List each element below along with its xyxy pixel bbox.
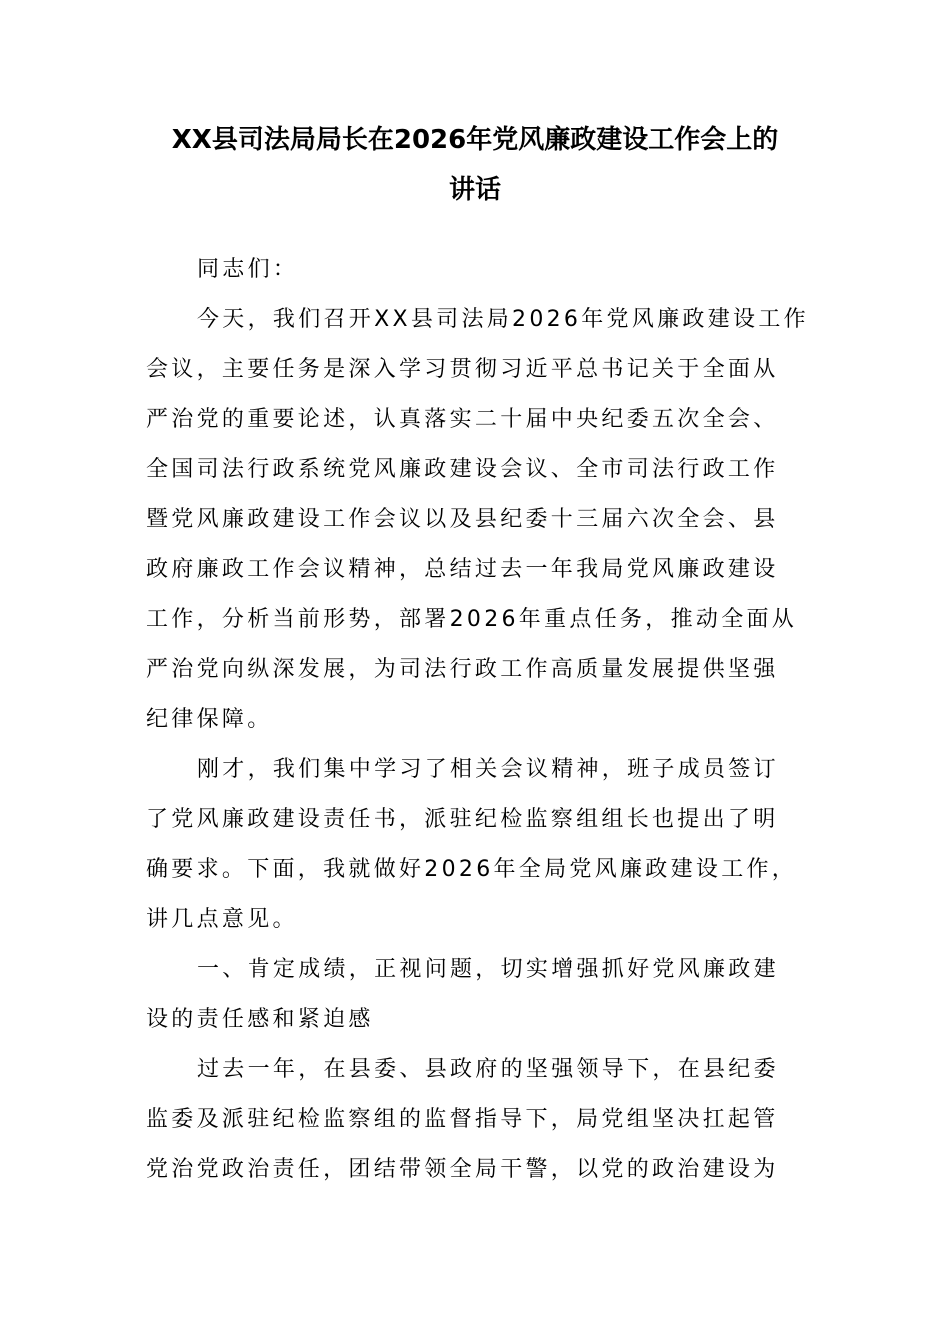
document-body [146, 245, 809, 1195]
text-line: 纪律保障。 [146, 707, 273, 732]
text-line: 确要求。下面，我就做好2026年全局党风廉政建设工作， [146, 857, 798, 882]
text-line: 会议，主要任务是深入学习贯彻习近平总书记关于全面从 [146, 357, 779, 382]
text-line: 党治党政治责任，团结带领全局干警，以党的政治建设为 [146, 1157, 779, 1182]
document-title [145, 115, 805, 215]
text-line: 暨党风廉政建设工作会议以及县纪委十三届六次全会、县 [146, 507, 779, 532]
paragraph-study [146, 745, 806, 945]
text-line: 严治党向纵深发展，为司法行政工作高质量发展提供坚强 [146, 657, 779, 682]
title-line-2: 讲话 [448, 175, 501, 205]
paragraph-opening [146, 295, 809, 745]
text-line: 设的责任感和紧迫感 [146, 1007, 374, 1032]
paragraph-review [146, 1045, 806, 1195]
salutation [146, 245, 806, 295]
text-line: 讲几点意见。 [146, 907, 298, 932]
text-line: 工作，分析当前形势，部署2026年重点任务，推动全面从 [146, 607, 798, 632]
text-line: 了党风廉政建设责任书，派驻纪检监察组组长也提出了明 [146, 807, 779, 832]
title-line-1: XX县司法局局长在2026年党风廉政建设工作会上的 [171, 125, 779, 155]
text-line: 今天，我们召开XX县司法局2026年党风廉政建设工作 [197, 307, 809, 332]
text-line: 一、肯定成绩，正视问题，切实增强抓好党风廉政建 [197, 957, 779, 982]
text-line: 过去一年，在县委、县政府的坚强领导下，在县纪委 [197, 1057, 779, 1082]
text-line: 全国司法行政系统党风廉政建设会议、全市司法行政工作 [146, 457, 779, 482]
section-heading-1 [146, 945, 806, 1045]
text-line: 刚才，我们集中学习了相关会议精神，班子成员签订 [197, 757, 779, 782]
text-line: 监委及派驻纪检监察组的监督指导下，局党组坚决扛起管 [146, 1107, 779, 1132]
text-line: 政府廉政工作会议精神，总结过去一年我局党风廉政建设 [146, 557, 779, 582]
text-line: 同志们： [197, 257, 299, 282]
text-line: 严治党的重要论述，认真落实二十届中央纪委五次全会、 [146, 407, 779, 432]
